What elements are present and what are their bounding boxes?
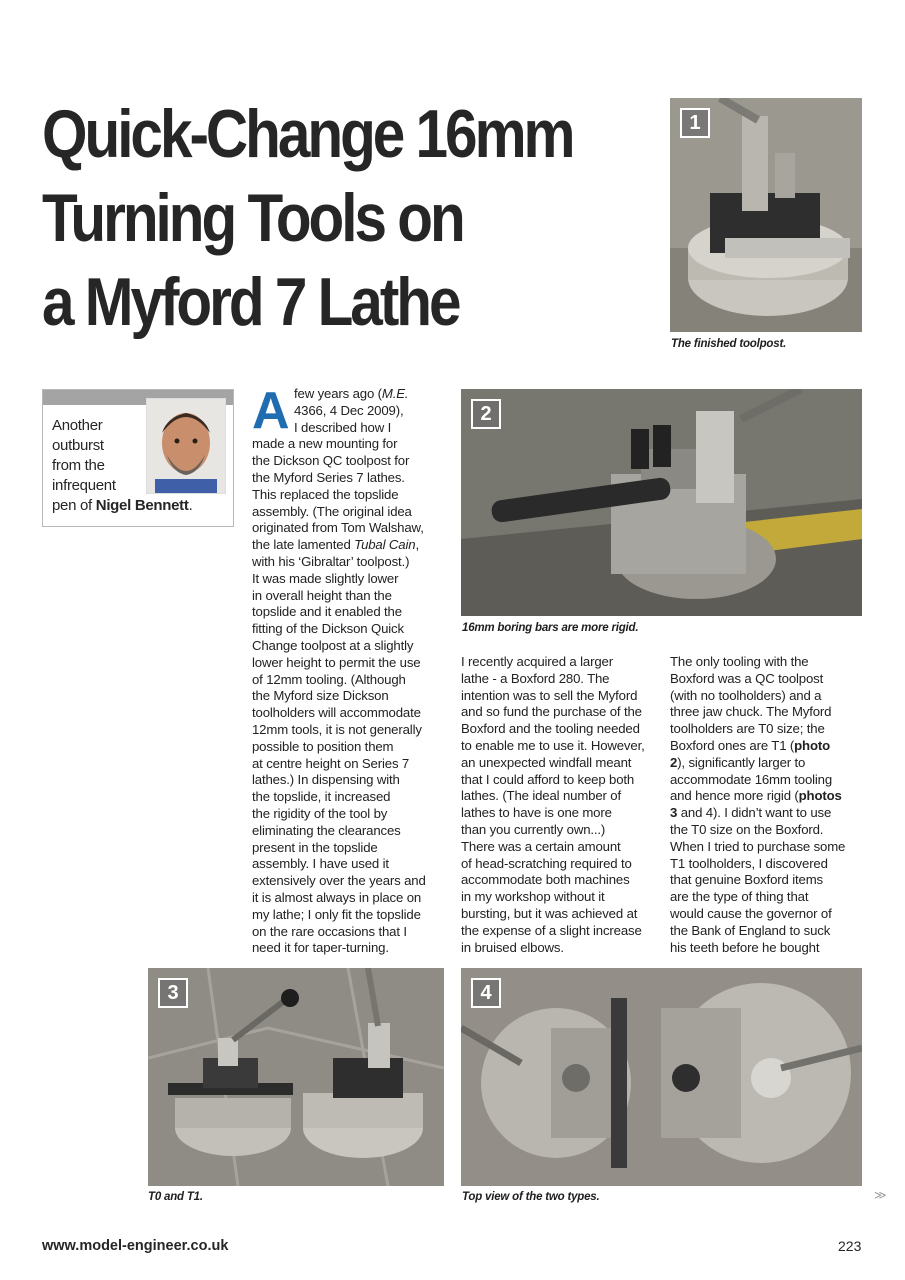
title-line-3: a Myford 7 Lathe [42, 264, 459, 340]
body-text-line: made a new mounting for [252, 436, 398, 452]
body-text-line: few years ago (M.E. [294, 386, 409, 401]
body-text-line: the Myford size Dickson [252, 688, 389, 704]
photo-1 [670, 98, 862, 332]
body-text-line: the Dickson QC toolpost for [252, 453, 410, 469]
body-text-line: Boxford and the tooling needed [461, 721, 640, 737]
body-text-line: the topslide, it increased [252, 789, 391, 805]
photo-4-number: 4 [471, 978, 501, 1008]
body-text-line: than you currently own...) [461, 821, 606, 837]
body-text-line: and so fund the purchase of the [461, 704, 642, 720]
body-text-line: the Myford Series 7 lathes. [252, 469, 405, 485]
author-intro-line-1: Another [52, 417, 103, 434]
photo-4-caption: Top view of the two types. [462, 1191, 600, 1203]
body-text-line: 2), significantly larger to [670, 754, 806, 770]
body-text-line: possible to position them [252, 738, 394, 754]
body-text-line: lathe - a Boxford 280. The [461, 670, 610, 686]
body-text-line: with his ‘Gibraltar’ toolpost.) [252, 553, 410, 569]
photo-3-number: 3 [158, 978, 188, 1008]
body-text-line: that I could afford to keep both [461, 771, 635, 787]
body-emphasis: 2 [670, 754, 678, 770]
footer-website-url[interactable]: www.model-engineer.co.uk [42, 1238, 229, 1254]
body-text-line: When I tried to purchase some [670, 838, 846, 854]
photo-2-image [461, 389, 862, 616]
body-text-line: Boxford was a QC toolpost [670, 670, 824, 686]
photo-3-caption: T0 and T1. [148, 1191, 203, 1203]
body-emphasis: 3 [670, 805, 678, 821]
body-text-line: lathes to have is one more [461, 805, 612, 821]
body-text-line: 12mm tools, it is not generally [252, 721, 422, 737]
body-text-line: are the type of thing that [670, 889, 809, 905]
author-avatar-image [147, 399, 225, 493]
body-text-line: of head-scratching required to [461, 855, 632, 871]
body-text-line: would cause the governor of [670, 905, 832, 921]
body-text-line: lathes. (The ideal number of [461, 788, 621, 804]
body-emphasis: Tubal Cain [354, 537, 416, 553]
author-intro [52, 416, 193, 516]
body-text-line: in overall height than the [252, 587, 392, 603]
author-intro-line-2: outburst [52, 437, 104, 454]
body-text-line: that genuine Boxford items [670, 872, 823, 888]
body-text-line: toolholders are T0 size; the [670, 721, 825, 737]
body-text-line: toolholders will accommodate [252, 705, 421, 721]
body-text-line: (with no toolholders) and a [670, 687, 822, 703]
drop-cap: A [252, 382, 290, 440]
photo-2 [461, 389, 862, 616]
body-text-line: eliminating the clearances [252, 822, 401, 838]
body-text-line: Boxford ones are T1 (photo [670, 737, 831, 753]
author-intro-line-3: from the [52, 457, 105, 474]
body-text-line: his teeth before he bought [670, 939, 820, 955]
body-column-3 [670, 654, 870, 956]
body-text-line: originated from Tom Walshaw, [252, 520, 424, 536]
body-text-line: my lathe; I only fit the topslide [252, 906, 421, 922]
body-text-line: need it for taper-turning. [252, 940, 389, 956]
body-text-line: T1 toolholders, I discovered [670, 855, 828, 871]
body-text-line: at centre height on Series 7 [252, 755, 410, 771]
body-text-line: present in the topslide [252, 839, 378, 855]
title-line-1: Quick-Change 16mm [42, 96, 573, 172]
author-intro-line-4: infrequent [52, 477, 116, 494]
body-column-1 [252, 382, 452, 957]
body-text-line: and hence more rigid (photos [670, 788, 842, 804]
body-text-line: This replaced the topslide [252, 486, 399, 502]
photo-2-caption: 16mm boring bars are more rigid. [462, 622, 639, 634]
body-text-line: assembly. I have used it [252, 856, 389, 872]
body-text-line: it is almost always in place on [252, 889, 422, 905]
body-text-line: assembly. (The original idea [252, 503, 412, 519]
body-text-line: in bruised elbows. [461, 939, 564, 955]
body-text-line: intention was to sell the Myford [461, 687, 638, 703]
body-text-line: accommodate 16mm tooling [670, 771, 833, 787]
body-emphasis: M.E. [381, 386, 409, 401]
body-text-line: the Bank of England to suck [670, 922, 831, 938]
author-name: Nigel Bennett [95, 497, 189, 514]
body-emphasis: photo [794, 737, 831, 753]
photo-2-number: 2 [471, 399, 501, 429]
photo-1-number: 1 [680, 108, 710, 138]
body-text-line: the rigidity of the tool by [252, 805, 388, 821]
body-text-line: to enable me to use it. However, [461, 737, 645, 753]
author-pen-of: pen of [52, 497, 96, 514]
author-name-suffix: . [188, 497, 193, 514]
next-page-indicator: ≫ [874, 1188, 885, 1202]
body-text-line: the expense of a slight increase [461, 922, 642, 938]
body-text-line: 3 and 4). I didn’t want to use [670, 805, 832, 821]
body-text-line: topslide and it enabled the [252, 604, 402, 620]
article-title [42, 92, 575, 344]
body-column-2 [461, 654, 661, 956]
author-avatar [146, 398, 226, 494]
body-text-line: on the rare occasions that I [252, 923, 407, 939]
body-text-line: lower height to permit the use [252, 654, 421, 670]
body-text-line: in my workshop without it [461, 889, 605, 905]
body-text-line: I recently acquired a larger [461, 654, 613, 669]
body-text-line: the T0 size on the Boxford. [670, 821, 824, 837]
photo-1-caption: The finished toolpost. [671, 338, 787, 350]
author-box [42, 389, 234, 527]
body-text-line: extensively over the years and [252, 873, 426, 889]
body-text-line: lathes.) In dispensing with [252, 772, 400, 788]
photo-4-image [461, 968, 862, 1186]
body-emphasis: photos [798, 788, 842, 804]
body-text-line: It was made slightly lower [252, 570, 399, 586]
body-text-line: 4366, 4 Dec 2009), [294, 402, 404, 418]
body-text-line: of 12mm tooling. (Although [252, 671, 406, 687]
photo-3-image [148, 968, 444, 1186]
body-text-line: I described how I [294, 419, 392, 435]
body-text-line: an unexpected windfall meant [461, 754, 632, 770]
photo-4 [461, 968, 862, 1186]
body-text-line: accommodate both machines [461, 872, 630, 888]
body-text-line: The only tooling with the [670, 654, 809, 669]
title-line-2: Turning Tools on [42, 180, 463, 256]
page-number: 223 [838, 1238, 862, 1254]
body-text-line: There was a certain amount [461, 838, 621, 854]
body-text-line: three jaw chuck. The Myford [670, 704, 832, 720]
photo-3 [148, 968, 444, 1186]
body-text-line: Change toolpost at a slightly [252, 637, 414, 653]
body-text-line: the late lamented Tubal Cain, [252, 537, 419, 553]
body-text-line: bursting, but it was achieved at [461, 905, 638, 921]
body-text-line: fitting of the Dickson Quick [252, 621, 404, 637]
